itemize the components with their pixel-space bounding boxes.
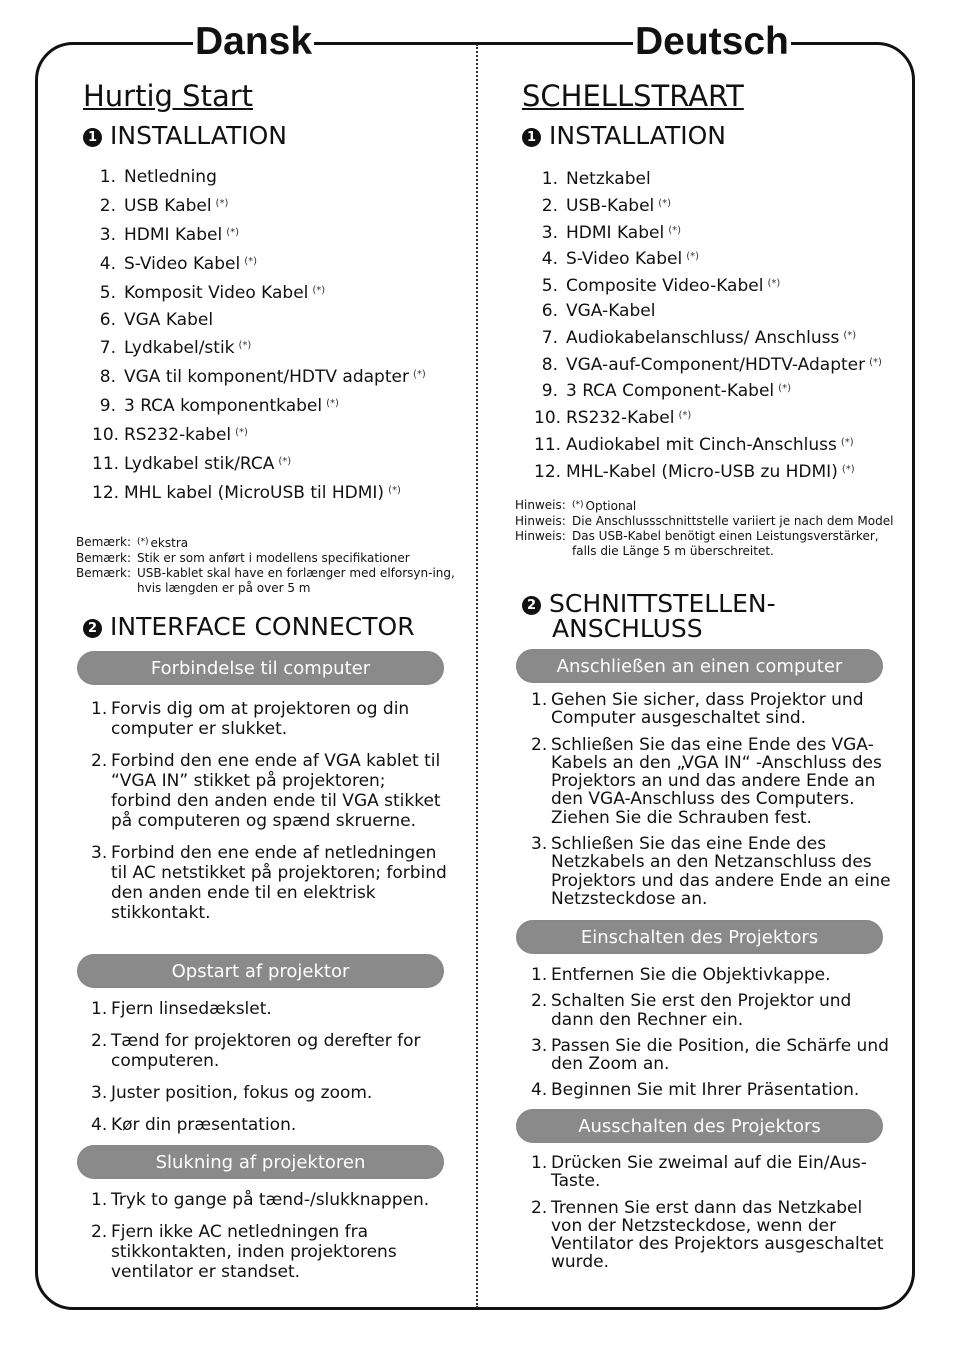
parts-list-item (92, 278, 426, 307)
item-text: Composite Video-Kabel (566, 276, 764, 297)
step-item (91, 751, 451, 831)
item-text: USB-Kabel (566, 195, 655, 216)
parts-list-item (92, 249, 426, 278)
item-number: 7. (99, 338, 116, 359)
optional-marker: (*) (572, 500, 584, 510)
german-startup-banner: Einschalten des Projektors (516, 920, 883, 954)
optional-marker: (*) (235, 427, 248, 439)
step-item (531, 691, 896, 728)
item-number: 10. (534, 408, 562, 429)
step-number: 1. (91, 699, 108, 719)
step-number: 1. (531, 690, 548, 710)
step-text: Tænd for projektoren og derefter for computeren. (111, 1031, 421, 1071)
step-number: 3. (91, 843, 108, 863)
note-label: Bemærk: (76, 566, 132, 580)
item-text: HDMI Kabel (124, 224, 223, 245)
interface-heading-line2: ANSCHLUSS (552, 614, 703, 643)
item-number: 8. (99, 367, 116, 388)
parts-list-item (534, 458, 882, 485)
step-item (91, 1031, 451, 1071)
step-text: Drücken Sie zweimal auf die Ein/Aus-Taste. (551, 1153, 867, 1192)
german-parts-list (534, 167, 882, 485)
step-item (531, 992, 896, 1029)
item-number: 4. (99, 253, 116, 274)
step-item (531, 736, 896, 827)
danish-startup-steps (91, 999, 451, 1147)
item-text: 3 RCA komponentkabel (124, 396, 323, 417)
optional-marker: (*) (778, 383, 791, 395)
item-text: VGA-Kabel (566, 300, 656, 321)
note-text: USB-kablet skal have en forlænger med elforsyn-ing, hvis længden er på over 5 m (137, 566, 455, 595)
step-item (91, 1222, 451, 1282)
item-text: S-Video Kabel (566, 249, 683, 270)
item-number: 10. (92, 425, 120, 446)
step-number-badge: 1 (83, 128, 102, 147)
optional-marker: (*) (841, 463, 855, 475)
item-number: 11. (534, 434, 562, 455)
danish-shutdown-steps (91, 1190, 451, 1294)
item-number: 11. (92, 454, 120, 475)
optional-marker: (*) (686, 251, 700, 263)
item-text: S-Video Kabel (124, 253, 241, 274)
item-text: 3 RCA Component-Kabel (566, 381, 775, 402)
german-interface-heading (522, 591, 776, 641)
step-number: 1. (91, 1190, 108, 1210)
step-number: 2. (531, 734, 548, 755)
note-text-wrap (137, 566, 456, 596)
item-number: 5. (541, 276, 558, 297)
step-text: Beginnen Sie mit Ihrer Präsentation. (551, 1080, 860, 1101)
parts-list-item (92, 307, 426, 334)
optional-marker: (*) (668, 224, 682, 236)
german-startup-steps (531, 966, 896, 1108)
note-text-wrap (572, 514, 905, 529)
note-label: Bemærk: (76, 551, 132, 565)
parts-list-item (92, 391, 426, 420)
item-text: VGA Kabel (124, 309, 214, 330)
parts-list-item (92, 333, 426, 362)
german-language-title: Deutsch (635, 20, 789, 63)
optional-marker: (*) (238, 340, 252, 352)
note-row (515, 498, 905, 514)
installation-heading-text: INSTALLATION (549, 121, 726, 150)
step-number: 2. (531, 991, 548, 1012)
optional-marker: (*) (869, 356, 882, 368)
item-number: 2. (99, 195, 116, 216)
step-number: 1. (91, 999, 108, 1019)
step-text: Schließen Sie das eine Ende des Netzkabels an den Netzanschluss des Projektors und das andere Ende an eine Netzsteckdose an. (551, 834, 891, 909)
optional-marker: (*) (137, 537, 149, 547)
danish-startup-banner: Opstart af projektor (77, 954, 444, 988)
item-text: MHL kabel (MicroUSB til HDMI) (124, 482, 385, 503)
parts-list-item (534, 272, 882, 299)
german-notes (515, 498, 905, 559)
note-row (76, 566, 456, 596)
note-text: Die Anschlussschnittstelle variiert je nach dem Model (572, 514, 894, 528)
note-label: Hinweis: (515, 498, 566, 512)
optional-marker: (*) (767, 278, 781, 290)
german-section-title: SCHELLSTRART (522, 79, 744, 113)
step-text: Forvis dig om at projektoren og din computer er slukket. (111, 699, 410, 739)
item-number: 8. (541, 354, 558, 375)
note-text-wrap (137, 551, 456, 566)
parts-list-item (534, 404, 882, 431)
step-text: Forbind den ene ende af netledningen til AC netstikket på projektoren; forbind den anden ende til en elektrisk stikkontakt. (111, 843, 447, 923)
item-number: 3. (541, 222, 558, 243)
note-row (515, 514, 905, 529)
item-number: 7. (541, 327, 558, 348)
step-item (531, 966, 896, 984)
step-item (91, 999, 451, 1019)
parts-list-item (92, 191, 426, 220)
optional-marker: (*) (658, 197, 672, 209)
note-row (76, 551, 456, 566)
danish-connect-steps (91, 699, 451, 935)
step-item (531, 1037, 896, 1074)
step-text: Forbind den ene ende af VGA kablet til “VGA IN” stikket på projektoren; forbind den anden ende til VGA stikket på computeren og spænd skruerne. (111, 751, 441, 831)
step-item (531, 1154, 896, 1191)
item-text: Netledning (124, 167, 217, 187)
step-number-badge: 2 (83, 619, 102, 638)
item-number: 1. (541, 169, 558, 189)
optional-marker: (*) (244, 255, 258, 267)
item-number: 12. (92, 482, 120, 503)
item-text: MHL-Kabel (Micro-USB zu HDMI) (566, 461, 838, 482)
german-connect-banner: Anschließen an einen computer (516, 649, 883, 683)
item-text: USB Kabel (124, 195, 212, 216)
parts-list-item (534, 324, 882, 351)
step-number: 1. (531, 1153, 548, 1173)
parts-list-item (92, 164, 426, 191)
step-item (531, 1199, 896, 1272)
item-text: Komposit Video Kabel (124, 282, 309, 303)
item-text: VGA-auf-Component/HDTV-Adapter (566, 354, 866, 375)
step-text: Passen Sie die Position, die Schärfe und den Zoom an. (551, 1035, 889, 1075)
danish-section-title: Hurtig Start (83, 79, 254, 113)
parts-list-item (92, 220, 426, 249)
optional-marker: (*) (678, 410, 692, 422)
optional-marker: (*) (388, 484, 401, 496)
note-label: Hinweis: (515, 514, 566, 528)
note-text-wrap (572, 498, 905, 514)
parts-list-item (534, 431, 882, 458)
parts-list-item (534, 245, 882, 272)
step-text: Tryk to gange på tænd-/slukknappen. (111, 1190, 430, 1210)
step-number: 2. (91, 751, 108, 771)
step-item (91, 843, 451, 923)
parts-list-item (92, 420, 426, 449)
note-row (76, 535, 456, 551)
item-number: 9. (99, 396, 116, 417)
optional-marker: (*) (412, 369, 426, 381)
step-item (91, 1083, 451, 1103)
step-text: Entfernen Sie die Objektivkappe. (551, 965, 831, 985)
note-text: ekstra (150, 536, 189, 550)
danish-connect-banner: Forbindelse til computer (77, 651, 444, 685)
parts-list-item (92, 362, 426, 391)
step-text: Trennen Sie erst dann das Netzkabel von der Netzsteckdose, wenn der Ventilator des Projektors ausgeschaltet wurde. (551, 1197, 884, 1273)
step-text: Fjern ikke AC netledningen fra stikkontakten, inden projektorens ventilator er standset. (111, 1222, 397, 1282)
parts-list-item (534, 167, 882, 192)
german-connect-steps (531, 691, 896, 916)
step-number: 4. (91, 1115, 108, 1135)
item-text: Lydkabel stik/RCA (124, 454, 275, 475)
item-text: Netzkabel (566, 169, 651, 189)
step-item (531, 835, 896, 908)
step-number: 3. (531, 834, 548, 855)
step-number: 3. (91, 1083, 108, 1103)
note-text-wrap (137, 535, 456, 551)
note-text-wrap (572, 529, 905, 559)
step-item (91, 1115, 451, 1135)
step-text: Juster position, fokus og zoom. (111, 1083, 373, 1103)
step-item (531, 1081, 896, 1099)
step-number: 2. (91, 1222, 108, 1242)
danish-interface-heading (83, 614, 415, 640)
step-number: 2. (531, 1197, 548, 1218)
parts-list-item (534, 192, 882, 219)
german-shutdown-banner: Ausschalten des Projektors (516, 1109, 883, 1143)
item-text: HDMI Kabel (566, 222, 665, 243)
step-number: 3. (531, 1035, 548, 1056)
step-number-badge: 2 (522, 596, 541, 615)
step-text: Gehen Sie sicher, dass Projektor und Computer ausgeschaltet sind. (551, 690, 864, 729)
item-number: 1. (99, 167, 116, 187)
item-number: 9. (541, 381, 558, 402)
item-text: RS232-Kabel (566, 408, 675, 429)
parts-list-item (534, 299, 882, 324)
danish-language-title: Dansk (195, 20, 313, 63)
step-text: Fjern linsedækslet. (111, 999, 272, 1019)
danish-parts-list (92, 164, 426, 507)
item-text: RS232-kabel (124, 425, 232, 446)
parts-list-item (534, 219, 882, 246)
item-number: 2. (541, 195, 558, 216)
item-number: 4. (541, 249, 558, 270)
step-number: 2. (91, 1031, 108, 1051)
step-number-badge: 1 (522, 128, 541, 147)
item-text: VGA til komponent/HDTV adapter (124, 367, 409, 388)
note-text: Das USB-Kabel benötigt einen Leistungsverstärker, falls die Länge 5 m überschreitet. (572, 529, 879, 558)
german-installation-heading (522, 123, 726, 149)
item-number: 5. (99, 282, 116, 303)
item-text: Lydkabel/stik (124, 338, 235, 359)
step-text: Schalten Sie erst den Projektor und dann den Rechner ein. (551, 991, 852, 1030)
optional-marker: (*) (326, 398, 339, 410)
parts-list-item (534, 377, 882, 404)
optional-marker: (*) (312, 284, 326, 296)
item-number: 6. (541, 300, 558, 321)
optional-marker: (*) (215, 197, 229, 209)
item-text: Audiokabelanschluss/ Anschluss (566, 327, 840, 348)
optional-marker: (*) (278, 456, 292, 468)
step-number: 4. (531, 1080, 548, 1101)
item-number: 6. (99, 309, 116, 330)
note-label: Hinweis: (515, 529, 566, 543)
parts-list-item (92, 449, 426, 478)
parts-list-item (534, 351, 882, 378)
item-number: 3. (99, 224, 116, 245)
step-text: Kør din præsentation. (111, 1115, 297, 1135)
danish-installation-heading (83, 123, 287, 149)
danish-notes (76, 535, 456, 596)
step-item (91, 1190, 451, 1210)
step-text: Schließen Sie das eine Ende des VGA-Kabels an den „VGA IN“ -Anschluss des Projektors an und das andere Ende an den VGA-Anschluss des Computers. Ziehen Sie die Schrauben fest. (551, 734, 882, 828)
parts-list-item (92, 478, 426, 507)
interface-heading-text: INTERFACE CONNECTOR (110, 612, 415, 641)
note-text: Stik er som anført i modellens specifikationer (137, 551, 410, 565)
optional-marker: (*) (226, 226, 240, 238)
note-text: Optional (585, 499, 637, 513)
step-item (91, 699, 451, 739)
german-shutdown-steps (531, 1154, 896, 1280)
item-number: 12. (534, 461, 562, 482)
danish-shutdown-banner: Slukning af projektoren (77, 1145, 444, 1179)
optional-marker: (*) (840, 436, 854, 448)
note-label: Bemærk: (76, 535, 132, 549)
item-text: Audiokabel mit Cinch-Anschluss (566, 434, 837, 455)
interface-heading-line1: SCHNITTSTELLEN- (549, 589, 776, 618)
note-row (515, 529, 905, 559)
optional-marker: (*) (843, 329, 857, 341)
column-divider (476, 44, 478, 1308)
step-number: 1. (531, 965, 548, 985)
installation-heading-text: INSTALLATION (110, 121, 287, 150)
